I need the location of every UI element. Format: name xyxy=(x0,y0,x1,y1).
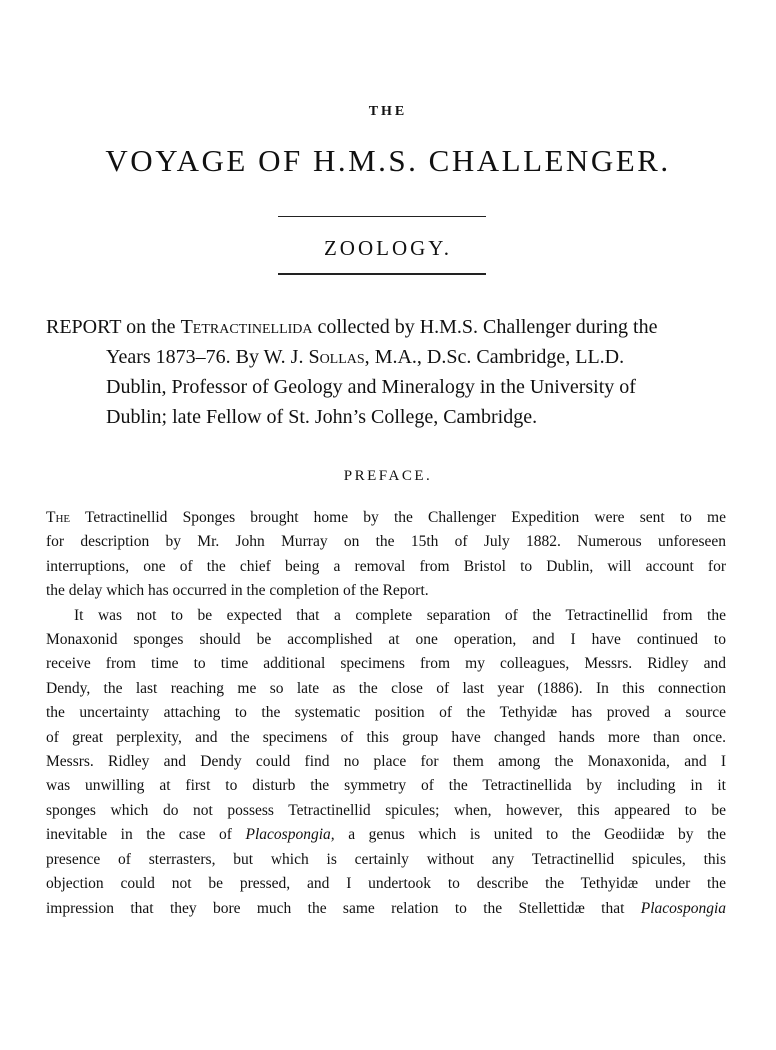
preface-body xyxy=(46,506,726,921)
text-line: Dendy, the last reaching me so late as the close of last year (1886). In this connection xyxy=(46,679,726,697)
report-heading xyxy=(46,312,726,432)
text-line: presence of sterrasters, but which is certainly without any Tetractinellid spicules, this xyxy=(46,850,726,868)
text-line: interruptions, one of the chief being a removal from Bristol to Dublin, will account for xyxy=(46,557,726,575)
report-line-1: REPORT on the Tetractinellida collected by H.M.S. Challenger during the xyxy=(46,316,658,338)
text-line: Monaxonid sponges should be accomplished at one operation, and I have continued to xyxy=(46,631,726,649)
text-line: was unwilling at first to disturb the symmetry of the Tetractinellida by including in it xyxy=(46,777,726,795)
text-line: objection could not be pressed, and I undertook to describe the Tethyidæ under the xyxy=(46,875,726,893)
page-title: VOYAGE OF H.M.S. CHALLENGER. xyxy=(105,143,671,178)
section-title: ZOOLOGY. xyxy=(323,236,453,260)
text-line: for description by Mr. John Murray on the 15th of July 1882. Numerous unforeseen xyxy=(46,533,726,551)
text-line: impression that they bore much the same relation to the Stellettidæ that Placospongia xyxy=(46,899,727,917)
divider-top xyxy=(278,216,486,217)
report-line-3: Dublin, Professor of Geology and Mineralogy in the University of xyxy=(106,376,636,398)
text-line: of great perplexity, and the specimens of this group have changed hands more than once. xyxy=(46,728,726,746)
text-line: The Tetractinellid Sponges brought home by the Challenger Expedition were sent to me xyxy=(46,509,726,526)
text-line: Messrs. Ridley and Dendy could find no place for them among the Monaxonida, and I xyxy=(46,753,726,771)
preface-heading: PREFACE. xyxy=(343,468,433,484)
report-line-4: Dublin; late Fellow of St. John’s College, Cambridge. xyxy=(106,406,538,428)
divider-bottom xyxy=(278,273,486,275)
title-prefix: THE xyxy=(368,104,408,119)
text-line: It was not to be expected that a complete separation of the Tetractinellid from the xyxy=(74,606,726,624)
text-line: inevitable in the case of Placospongia, a genus which is united to the Geodiidæ by the xyxy=(46,826,727,844)
text-line: sponges which do not possess Tetractinellid spicules; when, however, this appeared to be xyxy=(46,801,726,819)
text-line: the delay which has occurred in the completion of the Report. xyxy=(46,582,429,600)
text-line: the uncertainty attaching to the systematic position of the Tethyidæ has proved a source xyxy=(46,704,726,722)
text-line: receive from time to time additional specimens from my colleagues, Messrs. Ridley and xyxy=(46,655,726,673)
report-line-2: Years 1873–76. By W. J. Sollas, M.A., D.Sc. Cambridge, LL.D. xyxy=(106,346,625,368)
